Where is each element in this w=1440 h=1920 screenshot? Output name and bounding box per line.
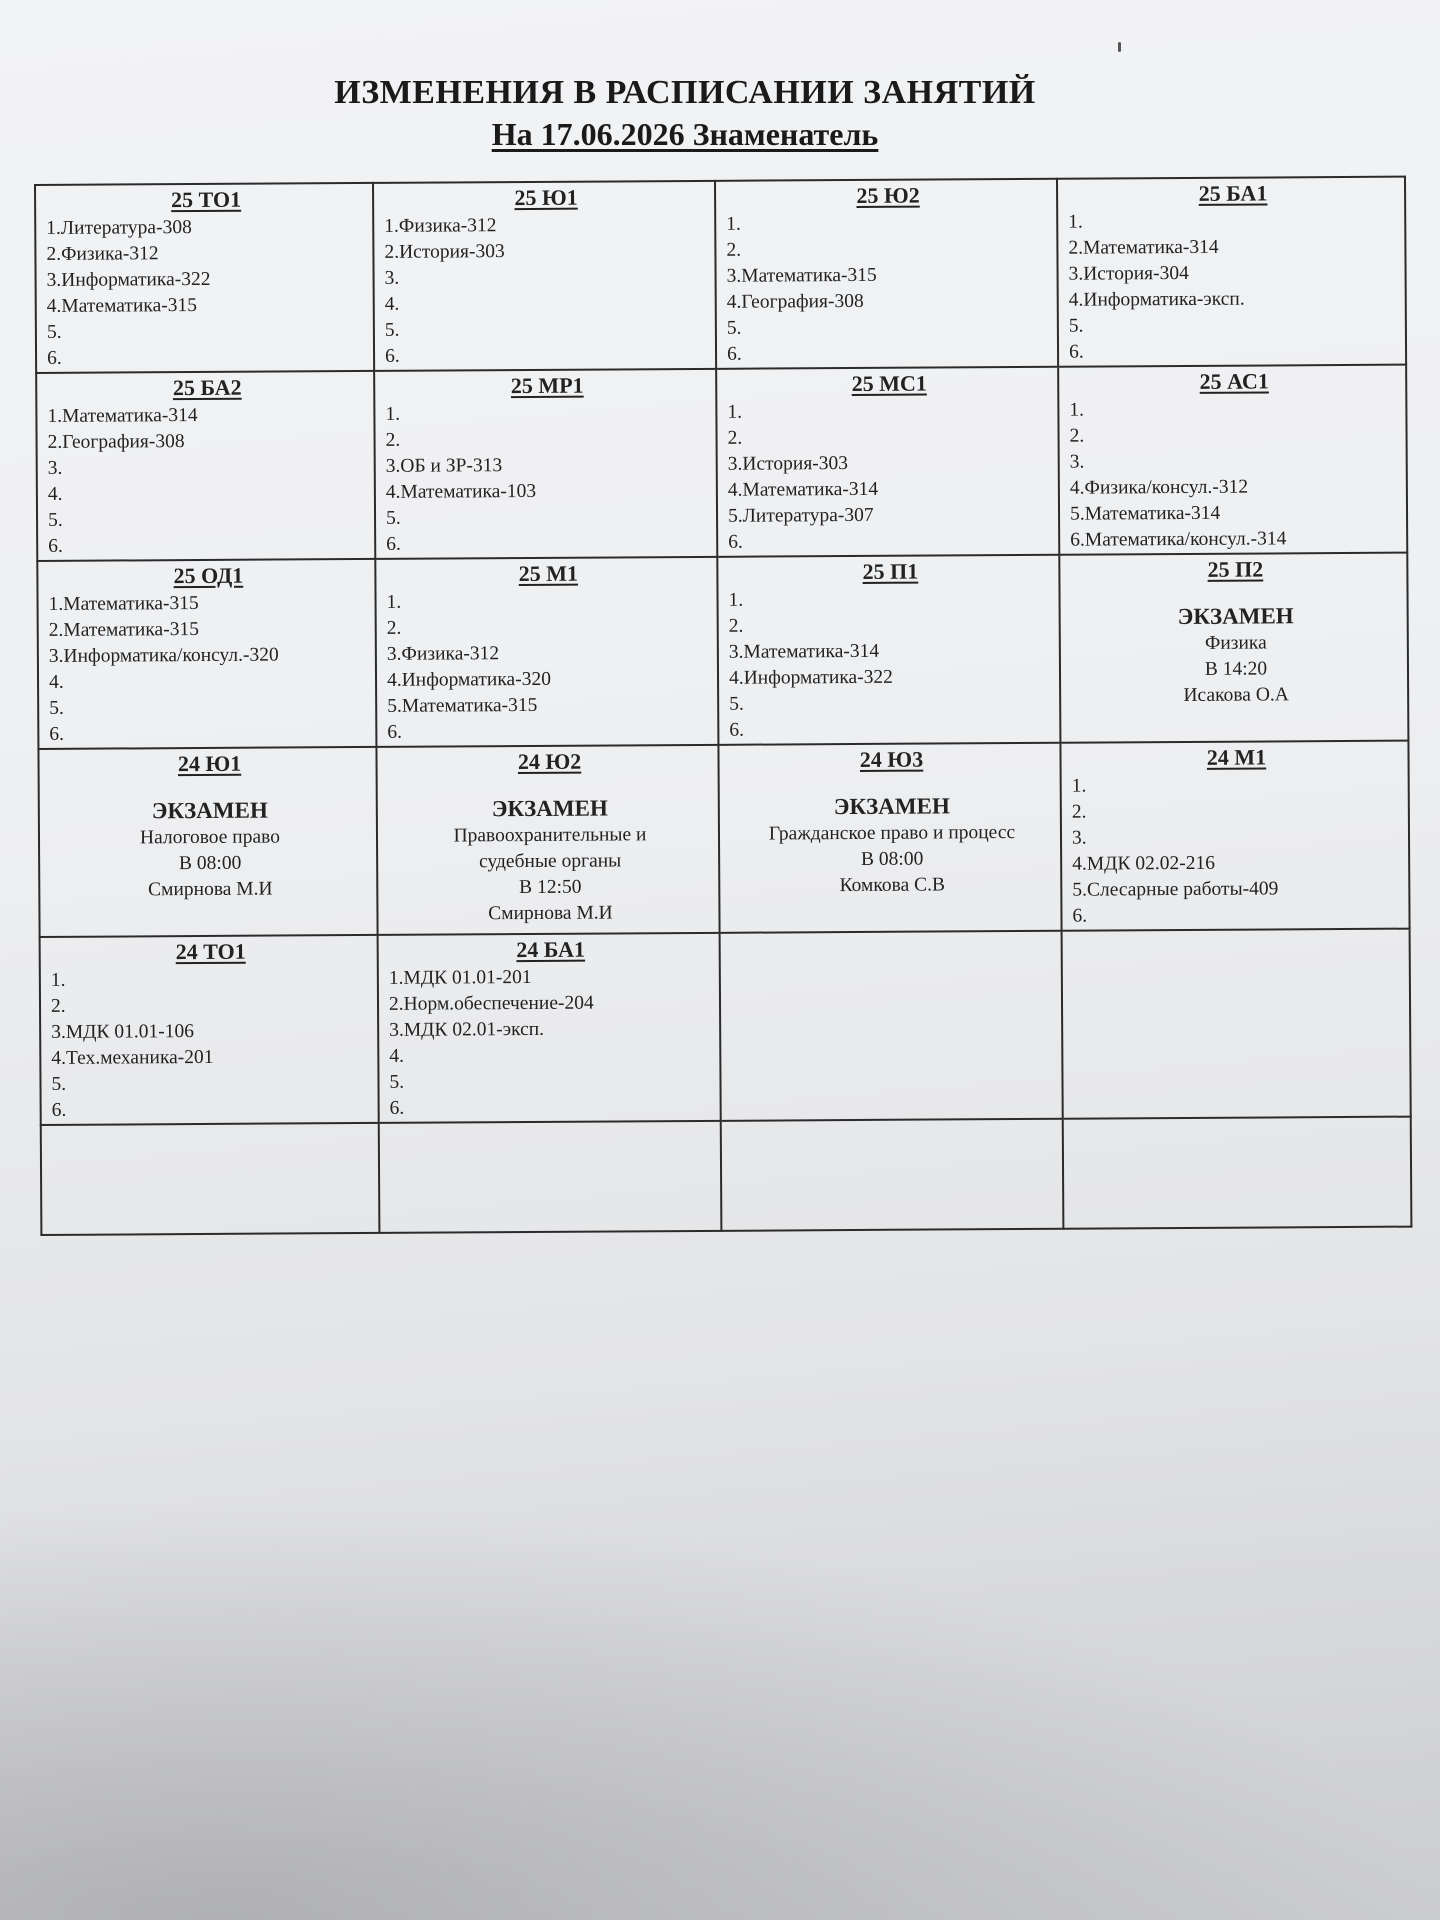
lesson-item: 2.: [728, 615, 744, 637]
lesson-item: 5.: [384, 319, 400, 341]
group-cell: [376, 745, 719, 935]
lesson-list: [48, 590, 369, 748]
lesson-item: 3.ОБ и ЗР-313: [385, 455, 503, 477]
group-cell: [721, 1119, 1064, 1231]
lesson-item: 2.Математика-315: [48, 619, 199, 641]
lesson-item: 6.: [48, 535, 63, 557]
lesson-item: 2.: [1071, 801, 1087, 823]
lesson-item: 3.Информатика/консул.-320: [48, 644, 279, 667]
group-cell: [717, 555, 1060, 745]
lesson-item: 3.МДК 01.01-106: [51, 1021, 195, 1043]
lesson-item: 3.: [1071, 827, 1087, 849]
lesson-item: 6.: [1068, 341, 1084, 363]
group-name: 24 М1: [1206, 744, 1267, 770]
exam-detail: Гражданское право и процесс: [768, 822, 1016, 845]
lesson-item: 5.Литература-307: [727, 504, 874, 527]
lesson-item: 2.: [727, 427, 743, 449]
lesson-item: 2.: [386, 617, 402, 639]
lesson-item: 4.Тех.механика-201: [51, 1046, 214, 1069]
lesson-list: [386, 588, 711, 746]
lesson-list: [385, 400, 710, 558]
lesson-item: 4.: [384, 293, 400, 315]
table-row: [36, 365, 1407, 561]
group-cell: [720, 931, 1063, 1121]
lesson-item: 2.: [385, 429, 401, 451]
group-cell: [1063, 1117, 1412, 1229]
exam-detail: В 14:20: [1204, 658, 1268, 680]
lesson-item: 6.: [386, 533, 401, 555]
header: [0, 72, 1440, 154]
exam-detail: Комкова С.В: [839, 874, 946, 897]
exam-block: [388, 794, 713, 928]
lesson-item: 4.МДК 02.02-216: [1072, 852, 1216, 875]
exam-label: ЭКЗАМЕН: [1177, 603, 1294, 630]
lesson-item: 2.История-303: [384, 241, 505, 263]
group-name: 25 П2: [1207, 556, 1264, 582]
lesson-item: 1.: [50, 969, 66, 991]
exam-block: [1071, 602, 1402, 710]
lesson-item: 6.Математика/консул.-314: [1070, 528, 1287, 551]
group-cell: [375, 557, 718, 747]
exam-detail: В 08:00: [860, 848, 924, 870]
lesson-item: 6.: [49, 723, 65, 745]
lesson-item: 2.: [1069, 425, 1085, 447]
lesson-item: 4.Информатика-320: [386, 668, 551, 691]
lesson-item: 1.: [386, 591, 402, 613]
group-name: 25 М1: [518, 560, 579, 587]
paper-speck: [1118, 42, 1121, 52]
lesson-item: 6.: [1072, 905, 1088, 927]
group-name: 25 МС1: [851, 370, 927, 397]
lesson-item: 1.Литература-308: [46, 217, 192, 239]
lesson-item: 3.Математика-314: [728, 640, 880, 663]
group-cell: [378, 933, 721, 1123]
lesson-item: 3.: [1069, 451, 1085, 473]
lesson-list: [1072, 772, 1403, 930]
group-cell: [715, 179, 1058, 369]
lesson-item: 4.: [389, 1045, 405, 1067]
lesson-item: 6.: [47, 347, 62, 369]
lesson-item: 1.: [1068, 211, 1083, 233]
lesson-item: 4.: [48, 671, 64, 693]
group-name: 25 ОД1: [173, 562, 244, 589]
group-name: 25 ТО1: [171, 186, 242, 213]
group-cell: [1057, 177, 1406, 367]
group-name: 25 Ю2: [856, 182, 920, 208]
lesson-item: 6.: [729, 719, 745, 741]
table-row: [35, 177, 1406, 373]
group-cell: [1060, 741, 1409, 931]
exam-detail: Физика: [1204, 632, 1267, 654]
lesson-item: 3.МДК 02.01-эксп.: [389, 1018, 545, 1041]
lesson-list: [726, 210, 1051, 368]
group-cell: [41, 1123, 380, 1235]
group-name: 25 Ю1: [514, 184, 578, 211]
lesson-item: 1.: [727, 401, 743, 423]
group-cell: [38, 747, 377, 937]
lesson-item: 6.: [384, 345, 400, 367]
lesson-item: 1.: [385, 403, 401, 425]
lesson-item: 2.Физика-312: [46, 243, 159, 265]
lesson-item: 6.: [51, 1099, 67, 1121]
lesson-item: 3.: [47, 457, 63, 479]
group-cell: [35, 183, 374, 373]
lesson-item: 1.МДК 01.01-201: [388, 966, 532, 989]
group-cell: [1058, 365, 1407, 555]
lesson-item: 6.: [728, 531, 743, 553]
lesson-item: 1.: [1069, 399, 1085, 421]
lesson-item: 5.: [385, 507, 401, 529]
group-cell: [36, 371, 375, 561]
lesson-item: 1.: [726, 213, 741, 235]
table-row: [41, 1117, 1412, 1235]
exam-detail: Правоохранительные и: [453, 824, 647, 847]
lesson-item: 4.Информатика-322: [728, 666, 893, 689]
lesson-list: [51, 966, 372, 1124]
lesson-item: 6.: [726, 343, 742, 365]
lesson-item: 3.Физика-312: [386, 643, 500, 665]
lesson-list: [384, 212, 709, 370]
lesson-item: 5.: [46, 321, 62, 343]
lesson-item: 5.: [726, 317, 742, 339]
lesson-item: 4.Физика/консул.-312: [1069, 476, 1249, 499]
exam-detail: Налоговое право: [139, 826, 281, 849]
group-name: 25 БА2: [172, 374, 242, 401]
lesson-item: 5.: [47, 509, 63, 531]
lesson-item: 1.: [1071, 775, 1087, 797]
lesson-list: [47, 402, 368, 560]
lesson-item: 2.: [50, 995, 66, 1017]
group-name: 25 П1: [862, 558, 919, 584]
table-row: [38, 741, 1409, 937]
document-title: ИЗМЕНЕНИЯ В РАСПИСАНИИ ЗАНЯТИЙ: [334, 74, 1036, 111]
group-cell: [718, 743, 1061, 933]
lesson-list: [389, 964, 714, 1122]
document-subtitle: На 17.06.2026 Знаменатель: [491, 116, 879, 152]
group-name: 24 БА1: [516, 936, 586, 963]
lesson-item: 4.Математика-103: [385, 480, 537, 503]
group-cell: [716, 367, 1059, 557]
exam-block: [50, 796, 371, 904]
schedule-table: [34, 176, 1412, 1236]
group-name: 25 АС1: [1199, 368, 1269, 394]
table-row: [40, 929, 1411, 1125]
exam-detail: Смирнова М.И: [488, 902, 613, 925]
group-cell: [37, 559, 376, 749]
lesson-item: 2.Норм.обеспечение-204: [388, 992, 594, 1015]
lesson-item: 4.Информатика-эксп.: [1068, 288, 1245, 311]
exam-label: ЭКЗАМЕН: [491, 795, 608, 822]
lesson-item: 4.География-308: [726, 290, 864, 313]
lesson-item: 4.Математика-315: [46, 295, 197, 317]
lesson-item: 5.: [1068, 315, 1084, 337]
lesson-item: 1.Физика-312: [384, 215, 497, 237]
lesson-item: 6.: [389, 1097, 405, 1119]
exam-detail: В 12:50: [519, 876, 582, 899]
group-cell: [1059, 553, 1408, 743]
group-cell: [1062, 929, 1411, 1119]
exam-detail: судебные органы: [478, 850, 622, 873]
group-name: 24 Ю2: [517, 748, 582, 775]
lesson-item: 2.География-308: [47, 431, 185, 453]
lesson-item: 3.: [384, 267, 400, 289]
group-cell: [374, 369, 717, 559]
group-cell: [40, 935, 379, 1125]
lesson-item: 4.: [47, 483, 63, 505]
lesson-item: 3.Математика-315: [726, 264, 877, 287]
exam-detail: Исакова О.А: [1183, 684, 1289, 706]
lesson-item: 5.: [51, 1073, 67, 1095]
lesson-list: [1068, 208, 1399, 366]
lesson-list: [1069, 396, 1400, 554]
lesson-item: 5.: [389, 1071, 405, 1093]
group-name: 25 БА1: [1198, 180, 1268, 206]
lesson-item: 4.Математика-314: [727, 478, 879, 501]
exam-detail: Смирнова М.И: [147, 878, 273, 901]
lesson-item: 6.: [387, 721, 403, 743]
exam-label: ЭКЗАМЕН: [833, 793, 950, 820]
exam-label: ЭКЗАМЕН: [151, 797, 268, 824]
lesson-list: [46, 214, 367, 372]
exam-block: [730, 792, 1055, 900]
group-name: 24 Ю1: [177, 750, 242, 777]
lesson-item: 5.Математика-314: [1069, 502, 1221, 525]
group-name: 25 МР1: [510, 372, 584, 399]
lesson-item: 1.: [728, 589, 744, 611]
group-cell: [379, 1121, 722, 1233]
lesson-item: 5.Математика-315: [387, 694, 538, 717]
lesson-item: 5.Слесарные работы-409: [1072, 878, 1279, 901]
lesson-item: 3.История-304: [1068, 262, 1189, 285]
lesson-item: 5.: [49, 697, 64, 719]
lesson-item: 3.Информатика-322: [46, 268, 211, 291]
group-name: 24 Ю3: [859, 746, 924, 772]
lesson-item: 2.Математика-314: [1068, 236, 1219, 259]
lesson-item: 5.: [729, 693, 744, 715]
group-name: 24 ТО1: [175, 938, 246, 965]
lesson-item: 2.: [726, 239, 742, 261]
lesson-item: 3.История-303: [727, 453, 849, 475]
lesson-list: [727, 398, 1052, 556]
group-cell: [373, 181, 716, 371]
exam-detail: В 08:00: [178, 852, 242, 875]
lesson-item: 1.Математика-314: [47, 405, 198, 427]
lesson-list: [728, 586, 1053, 744]
lesson-item: 1.Математика-315: [48, 593, 199, 615]
table-row: [37, 553, 1408, 749]
